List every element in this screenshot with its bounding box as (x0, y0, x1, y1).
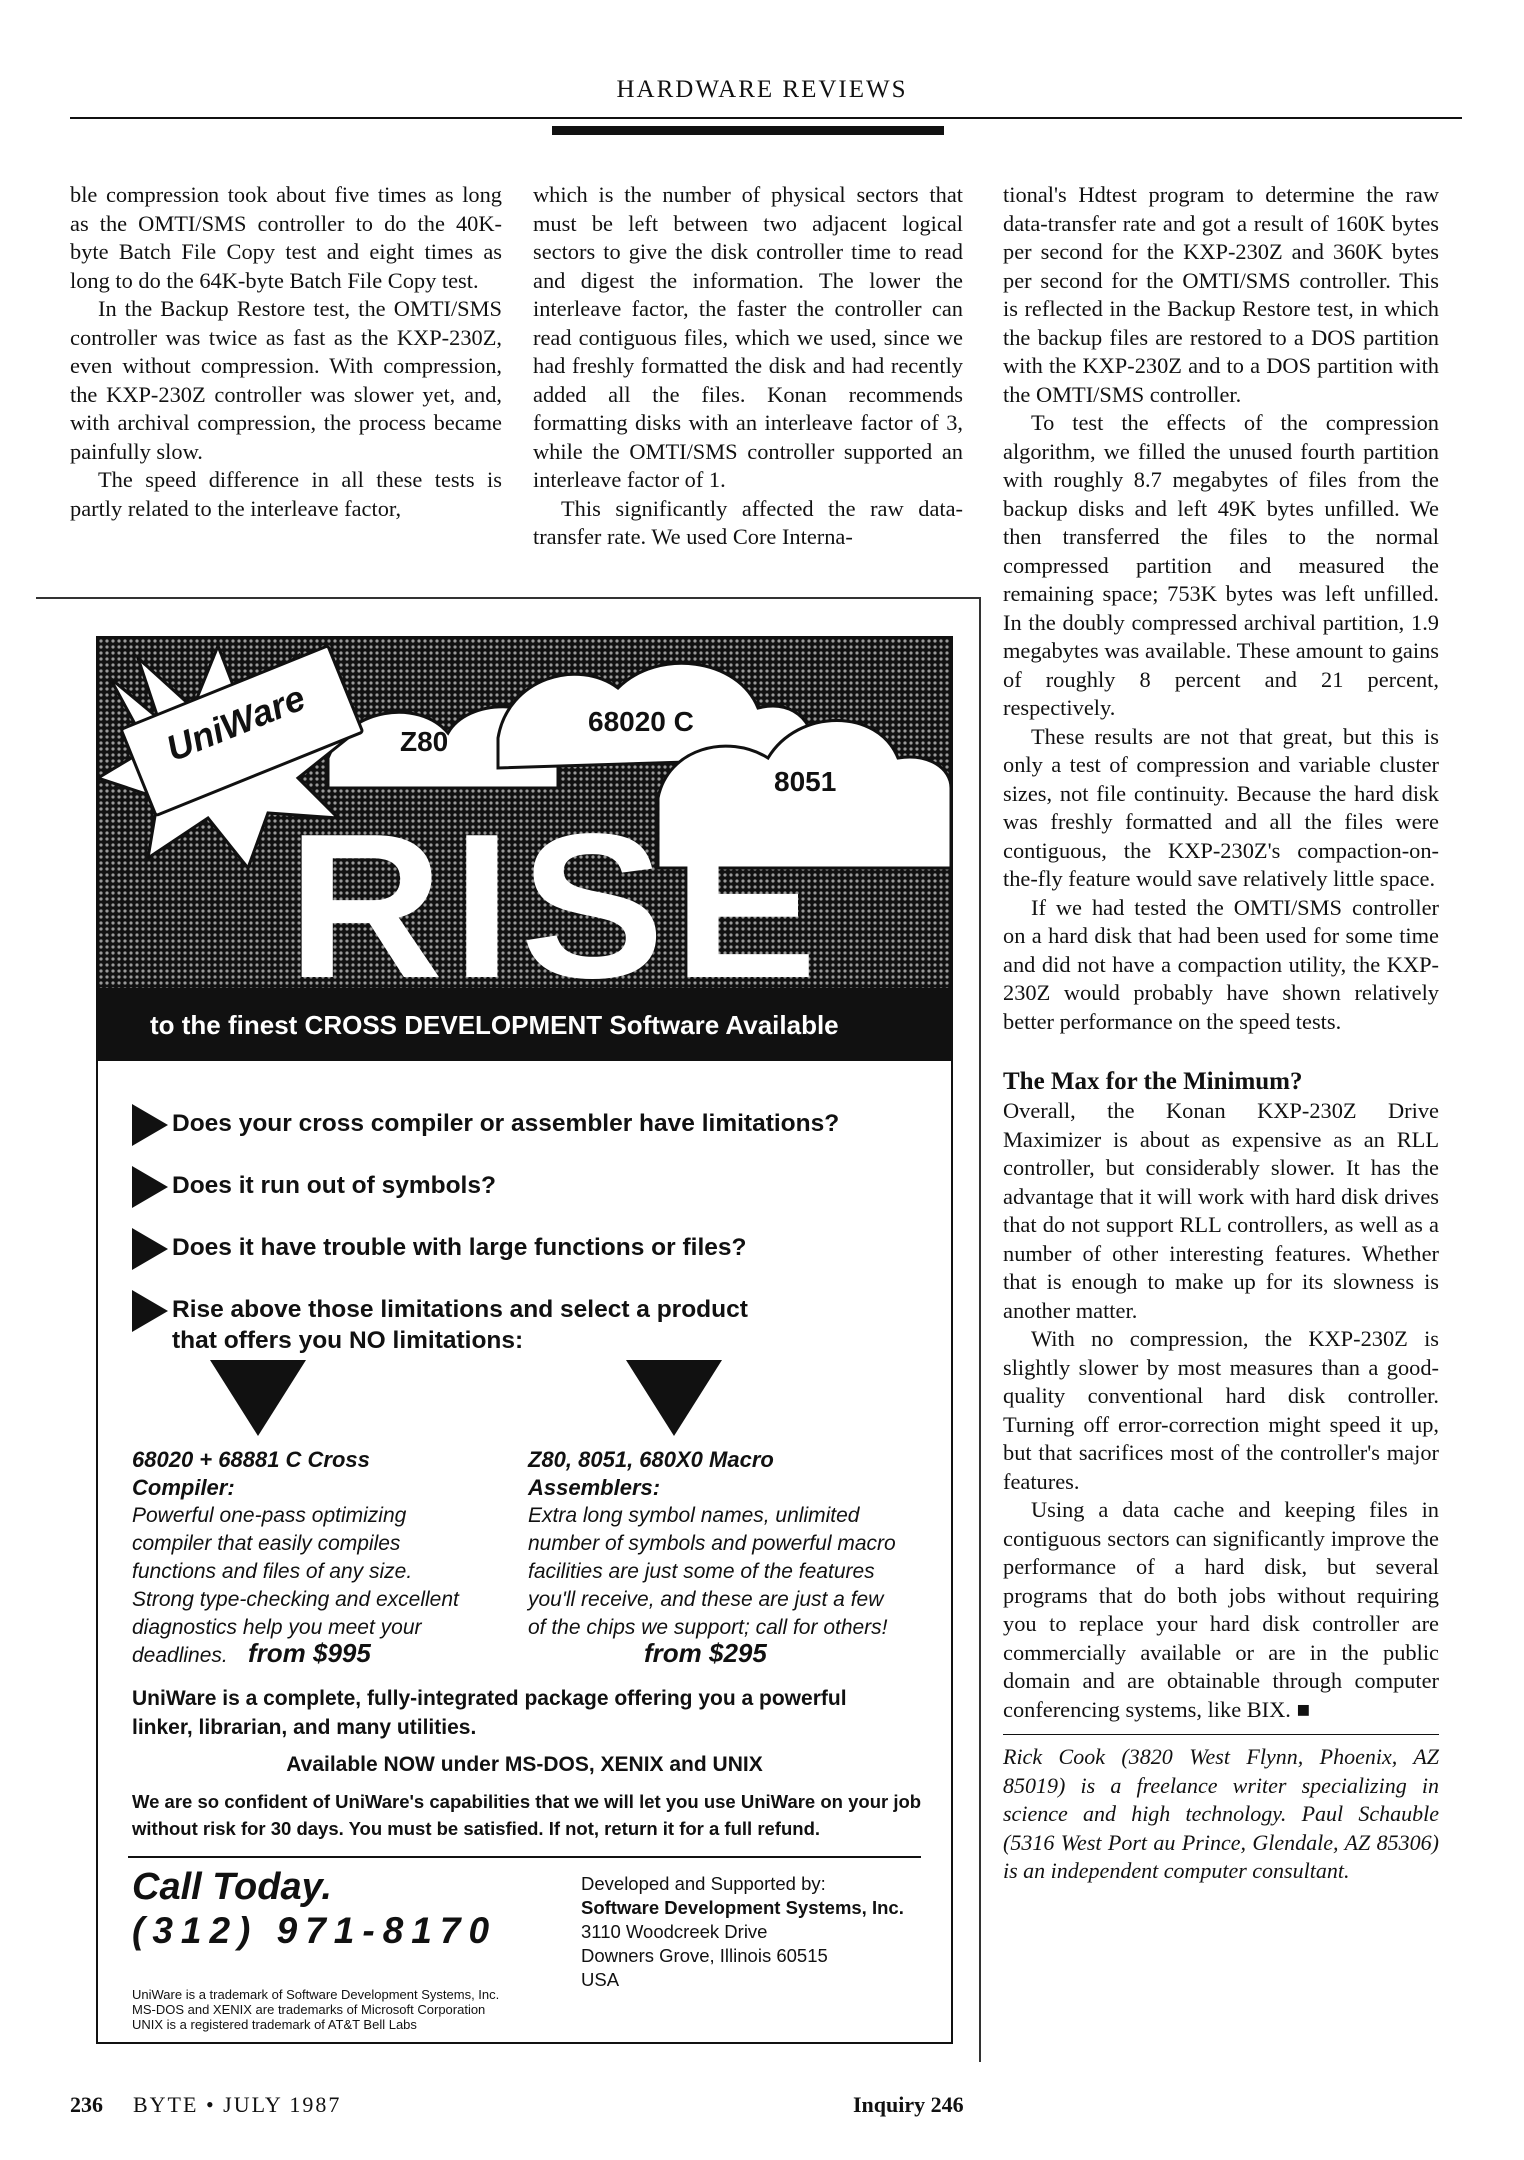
chip-label-68020: 68020 C (588, 706, 694, 737)
paragraph (1003, 1496, 1439, 1724)
product-compiler (132, 1446, 472, 1670)
magazine-issue: BYTE • JULY 1987 (133, 2092, 342, 2117)
product-title: Z80, 8051, 680X0 Macro Assemblers: (528, 1447, 774, 1500)
paragraph: tional's Hdtest program to determine the raw data-transfer rate and got a result of 160K bytes per second for the KXP-230Z and 360K bytes per second for the OMTI/SMS controller. This is reflected in the Backup Restore test, in which the backup files are restored to a DOS partition with the KXP-230Z and to a DOS partition with the OMTI/SMS controller. (1003, 182, 1439, 407)
header-rule (70, 117, 1462, 119)
chip-label-z80: Z80 (400, 726, 449, 757)
author-bio: Rick Cook (3820 West Flynn, Phoenix, AZ 85019) is a freelance writer specializing in science and high technology. Paul Schauble (5316 West Port au Prince, Glendale, AZ 85306) is an independent computer consultant. (1003, 1744, 1439, 1883)
paragraph: which is the number of physical sectors that must be left between two adjacent logical sectors to give the disk controller time to read and digest the information. The lower the interleave factor, the faster the controller can read contiguous files, which we used, since we had freshly formatted the disk and had recently added all the files. Konan recommends formatting disks with an interleave factor of 3, while the OMTI/SMS controller supported an interleave factor of 1. (533, 182, 963, 492)
page-number: 236 (70, 2092, 103, 2117)
paragraph: The speed difference in all these tests is partly related to the interleave factor, (70, 467, 502, 521)
price-assemblers: from $295 (644, 1638, 767, 1668)
paragraph-text: Using a data cache and keeping files in contiguous sectors can significantly improve the performance of a hard disk, but several programs that do both jobs without requiring you to replace your hard disk controller are commercially available or are in the public domain and are obtainable through computer conferencing systems, like BIX. (1003, 1497, 1439, 1722)
product-assemblers (528, 1446, 898, 1642)
inquiry-number: Inquiry 246 (853, 2092, 964, 2117)
down-triangle-icon (210, 1360, 306, 1436)
brand-logo-text: UniWare (160, 676, 311, 770)
product-title: 68020 + 68881 C Cross Compiler: (132, 1447, 370, 1500)
ad-guarantee: We are so confident of UniWare's capabilities that we will let you use UniWare on your job without risk for 30 days. You must be satisfied. If not, return it for a full refund. (132, 1791, 922, 1839)
call-today: Call Today. (132, 1866, 332, 1908)
developer-address: Developed and Supported by: Software Development Systems, Inc. 3110 Woodcreek Drive Downers Grove, Illinois 60515 USA (581, 1873, 904, 1990)
end-mark: ■ (1296, 1696, 1311, 1722)
chip-label-8051: 8051 (774, 766, 837, 797)
ad-tagline: to the finest CROSS DEVELOPMENT Software Available (150, 1010, 839, 1040)
uniware-advertisement: UniWare Z80 68020 C 8051 RISE to the finest CROSS DEVELOPMENT Software Available Does your cross compiler or assembler have limitations? Does it run out of symbols? Does it have trouble with large functions or files? Rise above those limitations and select a product that offers you NO limitations: 68020 + 68881 C Cross Compiler: Powerful one-pass optimizing compiler that easily compiles functions and files of any size. Strong type-checking and excellent diagnostics help you meet your deadlines. Z80, 8051, 680X0 Macro Assemblers: Extra long symbol names, unlimited number of symbols and powerful macro facilities are just some of the features you'll receive, and these are just a few of the chips we support; call for others! from $995 from $295 UniWare is a complete, fully-integrated package offering you a powerful linker, librarian, and many utilities. Available NOW under MS-DOS, XENIX and UNIX We are so confident of UniWare's capabilities that we will let you use UniWare on your job without risk for 30 days. You must be satisfied. If not, return it for a full refund. Call Today. (312) 971-8170 Developed and Supported by: Software Development Systems, Inc. 3110 Woodcreek Drive Downers Grove, Illinois 60515 USA UniWare is a trademark of Software Development Systems, Inc. MS-DOS and XENIX are trademarks of Microsoft Corporation UNIX is a registered trademark of AT&T Bell Labs (96, 636, 953, 2044)
paragraph: To test the effects of the compression algorithm, we filled the unused fourth partition with roughly 8.7 megabytes of files from the backup disks and left 49K bytes unfilled. We then transferred the files to the normal compressed partition and measured the remaining space; 753K bytes was left unfilled. In the doubly compressed archival partition, 1.9 megabytes was available. These amount to gains of roughly 8 percent and 21 percent, respectively. (1003, 410, 1439, 720)
down-triangle-icon (626, 1360, 722, 1436)
triangle-bullet-icon (132, 1166, 168, 1208)
triangle-bullet-icon (132, 1104, 168, 1146)
section-header: HARDWARE REVIEWS (616, 76, 908, 103)
paragraph: These results are not that great, but this is only a test of compression and variable cluster sizes, not file continuity. Because the hard disk was freshly formatted and all the files were contiguous, the KXP-230Z's compaction-on-the-fly feature would save relatively little space. (1003, 723, 1439, 891)
ad-divider (128, 1856, 921, 1858)
paragraph: With no compression, the KXP-230Z is slightly slower by most measures than a good-quality conventional hard disk controller. Turning off error-correction might speed it up, but that sacrifices most of the controller's major features. (1003, 1326, 1439, 1494)
rise-logo: RISE (287, 791, 826, 1021)
product-description: Extra long symbol names, unlimited number of symbols and powerful macro facilities are just some of the features you'll receive, and these are just a few of the chips we support; call for others! (528, 1504, 896, 1639)
paragraph: Overall, the Konan KXP-230Z Drive Maximizer is about as expensive as an RLL controller, but considerably slower. It has the advantage that it will work with hard disk drives that do not support RLL controllers, as well as a number of other interesting features. Whether that is enough to make up for its slowness is another matter. (1003, 1098, 1439, 1323)
paragraph: If we had tested the OMTI/SMS controller on a hard disk that had been used for some time and did not have a compaction utility, the KXP-230Z would probably have shown relatively better performance on the speed tests. (1003, 894, 1439, 1034)
ad-availability: Available NOW under MS-DOS, XENIX and UNIX (286, 1753, 763, 1776)
article-column-1 (70, 181, 502, 523)
column-divider (979, 597, 981, 2062)
article-column-2 (533, 181, 963, 552)
ad-complete-text: UniWare is a complete, fully-integrated package offering you a powerful linker, librarian, and many utilities. (132, 1687, 847, 1739)
phone-number: (312) 971-8170 (132, 1910, 498, 1951)
ad-top-rule (36, 597, 979, 599)
triangle-bullet-icon (132, 1228, 168, 1270)
bio-rule (1003, 1734, 1439, 1735)
paragraph: This significantly affected the raw data-transfer rate. We used Core Interna- (533, 495, 963, 549)
section-heading: The Max for the Minimum? (1003, 1068, 1303, 1095)
article-column-3 (1003, 181, 1439, 1886)
triangle-bullet-icon (132, 1290, 168, 1332)
paragraph: ble compression took about five times as long as the OMTI/SMS controller to do the 40K-byte Batch File Copy test and eight times as long to do the 64K-byte Batch File Copy test. (70, 182, 502, 293)
price-compiler: from $995 (248, 1638, 371, 1668)
ad-banner (98, 638, 951, 1061)
product-description: Powerful one-pass optimizing compiler that easily compiles functions and files of any size. Strong type-checking and excellent diagnostics help you meet your deadlines. (132, 1504, 459, 1667)
trademark-notice: UniWare is a trademark of Software Development Systems, Inc. MS-DOS and XENIX are trademarks of Microsoft Corporation UNIX is a registered trademark of AT&T Bell Labs (132, 1987, 500, 2032)
paragraph: In the Backup Restore test, the OMTI/SMS controller was twice as fast as the KXP-230Z, even without compression. With compression, the KXP-230Z controller was slower yet, and, with archival compression, the process became painfully slow. (70, 296, 502, 464)
header-bar (552, 126, 944, 135)
